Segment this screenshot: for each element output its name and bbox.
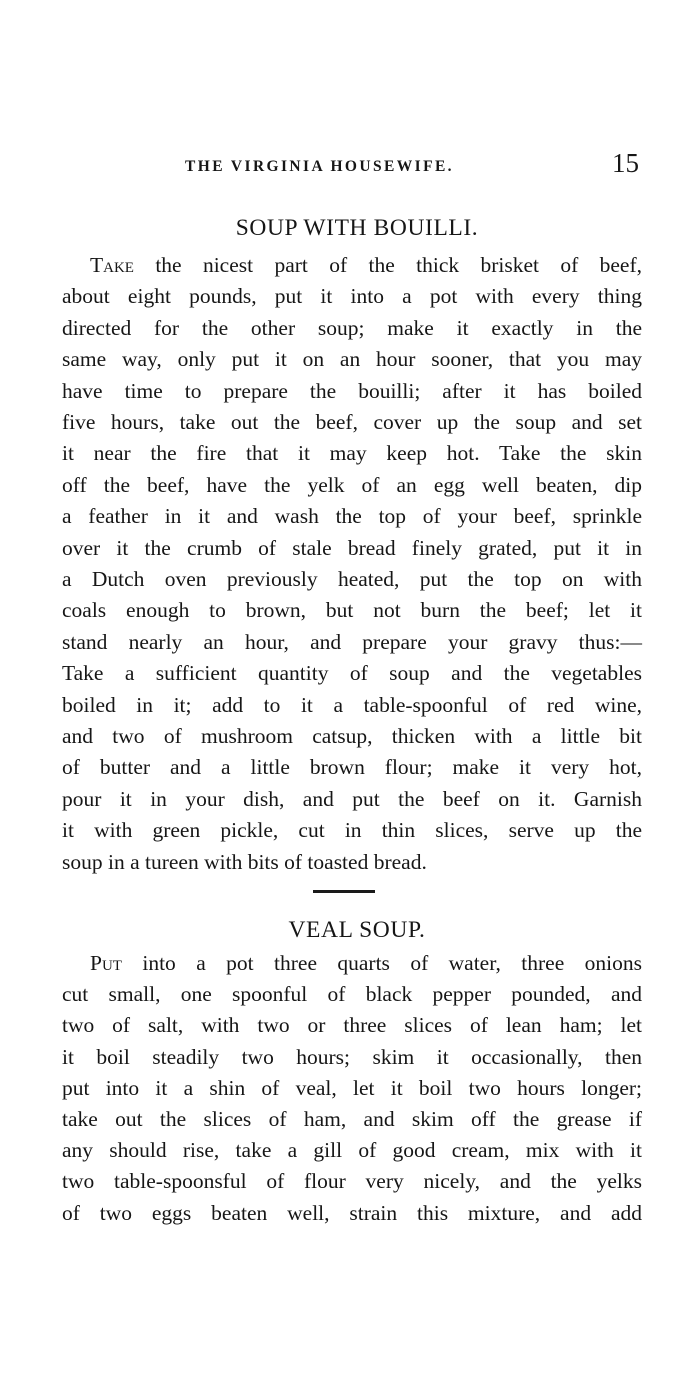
text-line: same way, only put it on an hour sooner, that you may (62, 347, 642, 372)
text-line: Take a sufficient quantity of soup and the vegetables (62, 661, 642, 686)
text-line: stand nearly an hour, and prepare your gravy thus:— (62, 629, 642, 654)
section-heading-veal-soup: VEAL SOUP. (288, 917, 426, 943)
lead-word: Put (90, 951, 122, 975)
text-line: take out the slices of ham, and skim off the grease if (62, 1107, 642, 1131)
text-line: two table-spoonsful of flour very nicely, and the yelks (62, 1169, 642, 1194)
text-line (90, 250, 642, 281)
section-divider-rule (313, 890, 375, 893)
text-line: and two of mushroom catsup, thicken with a little bit (62, 724, 642, 748)
text-line (90, 948, 642, 979)
text-line: cut small, one spoonful of black pepper pounded, and (62, 982, 642, 1007)
text-line: of two eggs beaten well, strain this mixture, and add (62, 1200, 642, 1225)
text-line: of butter and a little brown flour; make it very hot, (62, 755, 642, 780)
text-line: pour it in your dish, and put the beef on it. Garnish (62, 786, 642, 811)
text-line: coals enough to brown, but not burn the beef; let it (62, 598, 642, 623)
text-line: soup in a tureen with bits of toasted bread. (62, 849, 427, 874)
text-line: directed for the other soup; make it exactly in the (62, 315, 642, 340)
text-line: have time to prepare the bouilli; after it has boiled (62, 378, 642, 403)
text-line: put into it a shin of veal, let it boil two hours longer; (62, 1075, 642, 1100)
text-line: it boil steadily two hours; skim it occasionally, then (62, 1044, 642, 1069)
line-text: the nicest part of the thick brisket of beef, (133, 253, 642, 277)
text-line: a Dutch oven previously heated, put the top on with (62, 567, 642, 591)
text-line: it with green pickle, cut in thin slices, serve up the (62, 818, 642, 843)
text-line: boiled in it; add to it a table-spoonful of red wine, (62, 692, 642, 717)
text-line: about eight pounds, put it into a pot with every thing (62, 284, 642, 309)
section-heading-soup-with-bouilli: SOUP WITH BOUILLI. (235, 215, 479, 241)
text-line: a feather in it and wash the top of your beef, sprinkle (62, 504, 642, 529)
text-line: it near the fire that it may keep hot. Take the skin (62, 441, 642, 466)
text-line: two of salt, with two or three slices of lean ham; let (62, 1013, 642, 1038)
running-head: THE VIRGINIA HOUSEWIFE. (185, 158, 454, 175)
line-text: into a pot three quarts of water, three onions (121, 951, 642, 975)
text-line: off the beef, have the yelk of an egg well beaten, dip (62, 472, 642, 497)
page-number: 15 (612, 148, 639, 178)
text-line: five hours, take out the beef, cover up the soup and set (62, 410, 642, 434)
text-line: any should rise, take a gill of good cream, mix with it (62, 1138, 642, 1163)
lead-word: Take (90, 253, 134, 277)
text-line: over it the crumb of stale bread finely grated, put it in (62, 535, 642, 560)
